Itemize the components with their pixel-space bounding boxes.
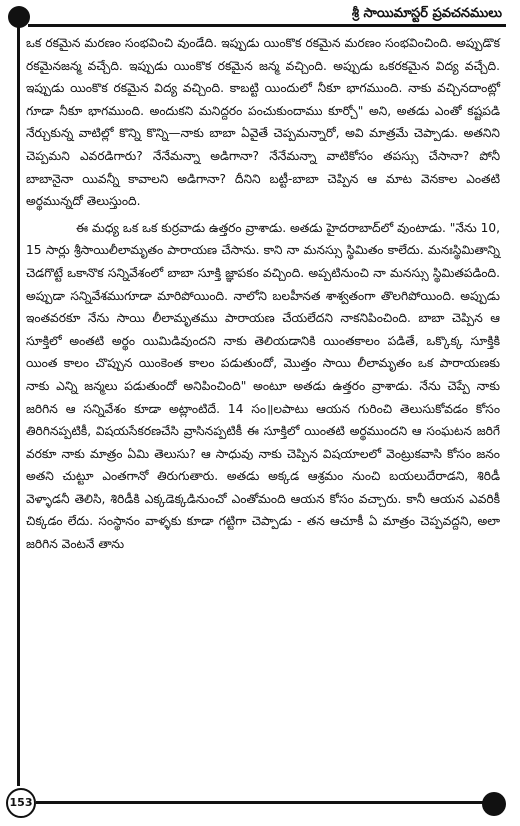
paragraph-1: ఒక రకమైన మరణం సంభవించి వుండేది. ఇప్పుడు యింకొక రకమైన మరణం సంభవించింది. అప్పుడొక రకమైనజన్మ వచ్చేది. ఇప్పుడు యింకొక రకమైన జన్మ వచ్చింది. అప్పుడు ఒకరకమైన విద్య వచ్చేది. ఇప్పుడు యింకొక రకమైన విద్య వచ్చింది. కాబట్టి యిందులో నీకూ భాగముంది. నాకు వచ్చినదాంట్లో గూడా నీకూ భాగముంది. అందుకని మనిద్దరం పంచుకుందాము కూర్చో" అని, అతడు ఎంతో కష్టపడి నేర్చుకున్న వాటిల్లో కొన్ని కొన్ని—నాకు బాబా ఏవైతే చెప్పమన్నారో, అవి మాత్రమే చెప్పాడు. అతనిని చెప్పమని ఎవరడిగారు? నేనేమన్నా అడిగానా? నేనేమన్నా వాటికోసం తపస్సు చేసానా? పోనీ బాబానైనా యివన్నీ కావాలని అడిగానా? దీనిని బట్టీ-బాబా చెప్పిన ఆ మాట వెనకాల ఎంతటి అర్థమున్నదో తెలుస్తుంది.	[26, 36, 500, 209]
body-text	[26, 32, 500, 560]
running-header-title: శ్రీ సాయిమాస్టర్ ప్రవచనములు	[351, 6, 502, 21]
paragraph-2: ఈ మధ్య ఒక ఒక కుర్రవాడు ఉత్తరం వ్రాశాడు. అతడు హైదరాబాద్‌లో వుంటాడు. "నేను 10, 15 సార్లు శ్రీసాయిలీలామృతం పారాయణ చేసాను. కాని నా మనస్సు స్థిమితం కాలేదు. మనఃస్థిమితాన్ని చెడగొట్టే ఒకానొక సన్నివేశంలో బాబా సూక్తి జ్ఞాపకం వచ్చింది. అప్పటినుంచి నా మనస్సు స్థిమితపడింది. అప్పుడా సన్నివేశముగూడా మారిపోయింది. నాలోని బలహీనత శాశ్వతంగా తొలగిపోయింది. అప్పుడు ఇంతవరకూ నేను సాయి లీలామృతము పారాయణ చేయలేదని నాకనిపించింది. బాబా చెప్పిన ఆ సూక్తిలో అంతటి అర్థం యిమిడివుందని నాకు తెలియడానికి యింతకాలం పడితే, ఒక్కొక్క సూక్తికి యింత కాలం చొప్పున యింకెంత కాలం పడుతుందో, మొత్తం సాయి లీలామృతం ఒక పారాయణకు నాకు ఎన్ని జన్మలు పడుతుందో అనిపించింది" అంటూ అతడు ఉత్తరం వ్రాశాడు. నేను చెప్పే నాకు జరిగిన ఆ సన్నివేశం కూడా అట్లాంటిదే. 14 సం॥లపాటు ఆయన గురించి తెలుసుకోవడం కోసం తిరిగినప్పటికీ, విషయసేకరణచేసి వ్రాసినప్పటికీ ఈ సూక్తిలో యింతటి అర్థముందని ఆ సంఘటన జరిగే వరకూ నాకు మాత్రం ఏమి తెలుసు? ఆ సాధువు నాకు చెప్పిన విషయాలలో వెంట్రుకవాసి కోసం జనం అతని చుట్టూ ఎంతగానో తిరుగుతారు. అతడు అక్కడ ఆశ్రమం నుంచి బయలుదేరాడని, శిరిడీ వెళ్ళాడనీ తెలిసి, శిరిడీకి ఎక్కడెక్కడినుంచో ఎంతోమంది ఆయన కోసం వచ్చారు. కానీ ఆయన ఎవరికీ చిక్కడం లేదు. సంస్థానం వాళ్ళకు కూడా గట్టిగా చెప్పాడు - తన ఆచూకీ ఏ మాత్రం చెప్పవద్దని, అలా జరిగిన వెంటనే తాను	[26, 220, 500, 552]
header-rule	[28, 24, 506, 27]
left-margin-rule	[17, 26, 20, 786]
page-number: 153	[6, 788, 36, 818]
footer-rule	[36, 801, 490, 804]
footer-bullet	[482, 792, 506, 816]
header-bullet	[8, 6, 30, 28]
